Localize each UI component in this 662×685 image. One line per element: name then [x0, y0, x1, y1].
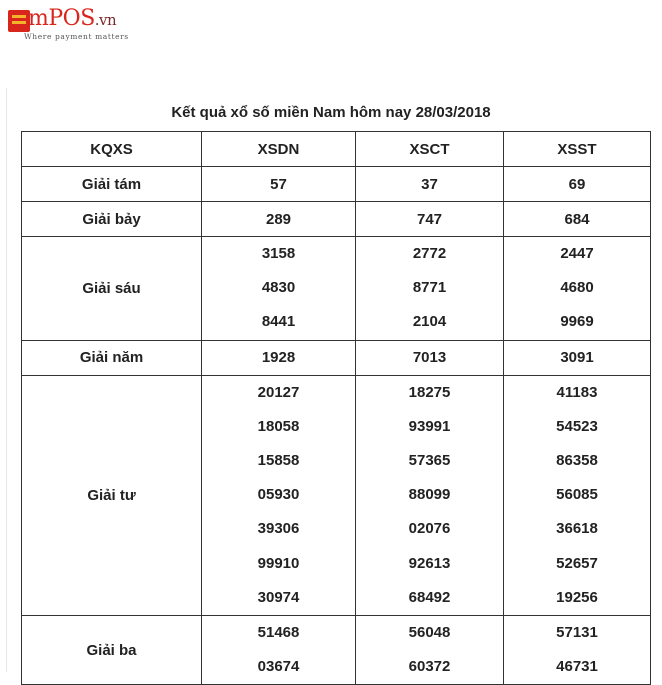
prize-label: Giải tư	[22, 375, 202, 615]
logo-text: mPOS.vn	[28, 6, 117, 31]
result-cell: 37	[356, 167, 504, 202]
result-cell	[356, 375, 504, 615]
header-xsst[interactable]: XSST	[504, 132, 651, 167]
result-cell	[504, 615, 651, 684]
result-cell: 7013	[356, 340, 504, 375]
result-number: 93991	[408, 417, 451, 435]
result-cell	[504, 237, 651, 341]
result-number: 86358	[556, 451, 598, 469]
result-number: 57131	[556, 623, 598, 641]
mpos-logo[interactable]	[8, 8, 148, 48]
result-cell	[504, 375, 651, 615]
logo-mark-icon	[8, 10, 30, 32]
result-cell: 289	[202, 202, 356, 237]
result-number: 9969	[560, 313, 594, 331]
result-number: 56085	[556, 486, 598, 504]
header-xsct[interactable]: XSCT	[356, 132, 504, 167]
table-row	[22, 340, 651, 375]
result-cell	[202, 375, 356, 615]
logo-tagline: Where payment matters	[24, 32, 129, 41]
result-cell: 1928	[202, 340, 356, 375]
result-number: 4830	[261, 279, 296, 297]
result-number: 30974	[257, 588, 300, 606]
prize-label: Giải bảy	[22, 202, 202, 237]
table-row	[22, 375, 651, 615]
result-cell	[356, 615, 504, 684]
result-number: 2447	[560, 245, 594, 262]
result-number: 60372	[408, 658, 451, 676]
result-number: 39306	[257, 520, 300, 538]
result-number: 3158	[261, 245, 296, 262]
result-cell: 69	[504, 167, 651, 202]
result-number: 41183	[556, 383, 598, 401]
result-number: 46731	[556, 658, 598, 676]
result-number: 54523	[556, 417, 598, 435]
result-cell: 684	[504, 202, 651, 237]
result-cell	[356, 237, 504, 341]
result-number: 99910	[257, 554, 300, 572]
result-number: 02076	[408, 520, 451, 538]
result-number: 8441	[261, 313, 296, 331]
header-kqxs: KQXS	[22, 132, 202, 167]
result-cell: 3091	[504, 340, 651, 375]
result-cell: 57	[202, 167, 356, 202]
result-number: 2104	[412, 313, 447, 331]
prize-label: Giải năm	[22, 340, 202, 375]
result-number: 18058	[257, 417, 300, 435]
prize-label: Giải sáu	[22, 237, 202, 341]
result-number: 56048	[408, 623, 451, 641]
result-cell	[202, 615, 356, 684]
result-number: 88099	[408, 486, 451, 504]
prize-label: Giải tám	[22, 167, 202, 202]
result-number: 57365	[408, 451, 451, 469]
result-number: 4680	[560, 279, 594, 297]
lottery-results-table	[21, 131, 651, 685]
table-row	[22, 237, 651, 341]
left-divider	[6, 88, 7, 672]
prize-label: Giải ba	[22, 615, 202, 684]
result-cell	[202, 237, 356, 341]
result-number: 03674	[257, 658, 300, 676]
table-row	[22, 167, 651, 202]
result-number: 8771	[412, 279, 447, 297]
result-number: 51468	[257, 623, 300, 641]
result-number: 15858	[257, 451, 300, 469]
result-number: 18275	[408, 383, 451, 401]
result-number: 92613	[408, 554, 451, 572]
result-cell: 747	[356, 202, 504, 237]
result-number: 36618	[556, 520, 598, 538]
result-number: 68492	[408, 588, 451, 606]
result-number: 52657	[556, 554, 598, 572]
page-title: Kết quả xổ số miền Nam hôm nay 28/03/2018	[171, 104, 491, 121]
result-number: 2772	[412, 245, 447, 262]
result-number: 05930	[257, 486, 300, 504]
result-number: 20127	[257, 383, 300, 401]
table-row	[22, 202, 651, 237]
table-header-row	[22, 132, 651, 167]
header-xsdn[interactable]: XSDN	[202, 132, 356, 167]
table-row	[22, 615, 651, 684]
result-number: 19256	[556, 588, 598, 606]
